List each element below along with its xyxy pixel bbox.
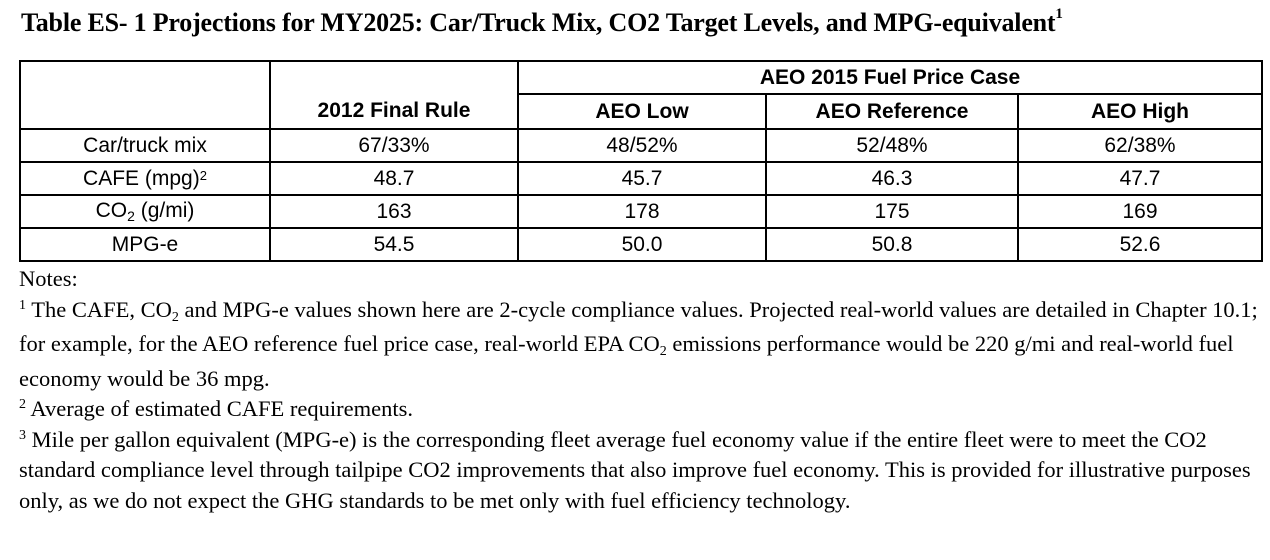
row-label-unit: (g/mi)	[134, 199, 195, 222]
table-cell: 46.3	[766, 162, 1018, 195]
footnote-1-subscript: 2	[659, 344, 667, 359]
table-cell: 163	[270, 195, 518, 228]
notes-section	[19, 264, 1264, 516]
header-empty-cell	[20, 94, 270, 129]
table-cell: 52/48%	[766, 129, 1018, 162]
table-title-text: Table ES- 1 Projections for MY2025: Car/Truck Mix, CO2 Target Levels, and MPG-equivalent	[21, 8, 1056, 37]
row-label-text: CO	[95, 199, 128, 222]
footnote-1-text-a: The CAFE, CO	[26, 296, 172, 322]
group-header-fuel-price-case: AEO 2015 Fuel Price Case	[518, 61, 1262, 94]
row-label-subscript: 2	[127, 208, 135, 224]
column-header: AEO Low	[518, 94, 766, 129]
table-cell: 67/33%	[270, 129, 518, 162]
table-cell: 45.7	[518, 162, 766, 195]
footnote-1-subscript: 2	[171, 309, 179, 325]
table-cell: 48.7	[270, 162, 518, 195]
footnote-1-mark: 1	[19, 297, 26, 313]
column-header: 2012 Final Rule	[270, 94, 518, 129]
row-label-footnote-ref: 2	[199, 167, 207, 183]
table-cell: 47.7	[1018, 162, 1262, 195]
table-cell: 54.5	[270, 228, 518, 261]
footnote-2-mark: 2	[19, 397, 26, 412]
table-cell: 48/52%	[518, 129, 766, 162]
table-cell: 50.0	[518, 228, 766, 261]
row-label-text: CAFE (mpg)	[83, 166, 200, 190]
column-header: AEO High	[1018, 94, 1262, 129]
title-footnote-ref: 1	[1055, 6, 1063, 22]
column-header: AEO Reference	[766, 94, 1018, 129]
footnote-1	[19, 295, 1264, 395]
footnote-1-text-b: and MPG-e values shown here are 2-cycle compliance values. Projected real-world values are detailed in Chapter 10.1; for example, for the AEO reference fuel price case, real-world EPA CO	[19, 296, 1258, 356]
table-header-row-group	[20, 61, 1262, 94]
table-row	[20, 129, 1262, 162]
footnote-3-text: Mile per gallon equivalent (MPG-e) is the corresponding fleet average fuel economy value if the entire fleet were to meet the CO2 standard compliance level through tailpipe CO2 improvements that also improve fuel economy. This is provided for illustrative purposes only, as we do not expect the GHG standards to be met only with fuel efficiency technology.	[19, 426, 1251, 513]
table-header-row	[20, 94, 1262, 129]
footnote-2	[19, 394, 1264, 425]
table-row	[20, 195, 1262, 228]
footnote-2-text: Average of estimated CAFE requirements.	[26, 396, 413, 421]
header-empty-cell	[20, 61, 270, 94]
table-cell: 52.6	[1018, 228, 1262, 261]
footnote-3-mark: 3	[19, 427, 26, 443]
table-cell: 175	[766, 195, 1018, 228]
row-label	[20, 162, 270, 195]
table-cell: 178	[518, 195, 766, 228]
table-cell: 62/38%	[1018, 129, 1262, 162]
footnote-1-text-c: emissions performance would be 220 g/mi and real-world fuel economy would be 36 mpg.	[19, 331, 1234, 391]
projections-table	[19, 60, 1263, 262]
table-row	[20, 162, 1262, 195]
table-cell: 169	[1018, 195, 1262, 228]
table-cell: 50.8	[766, 228, 1018, 261]
notes-heading: Notes:	[19, 266, 78, 291]
row-label: Car/truck mix	[20, 129, 270, 162]
header-empty-cell	[270, 61, 518, 94]
row-label: MPG-e	[20, 228, 270, 261]
footnote-3	[19, 425, 1264, 517]
table-row	[20, 228, 1262, 261]
table-title	[21, 8, 1261, 38]
row-label	[20, 195, 270, 228]
